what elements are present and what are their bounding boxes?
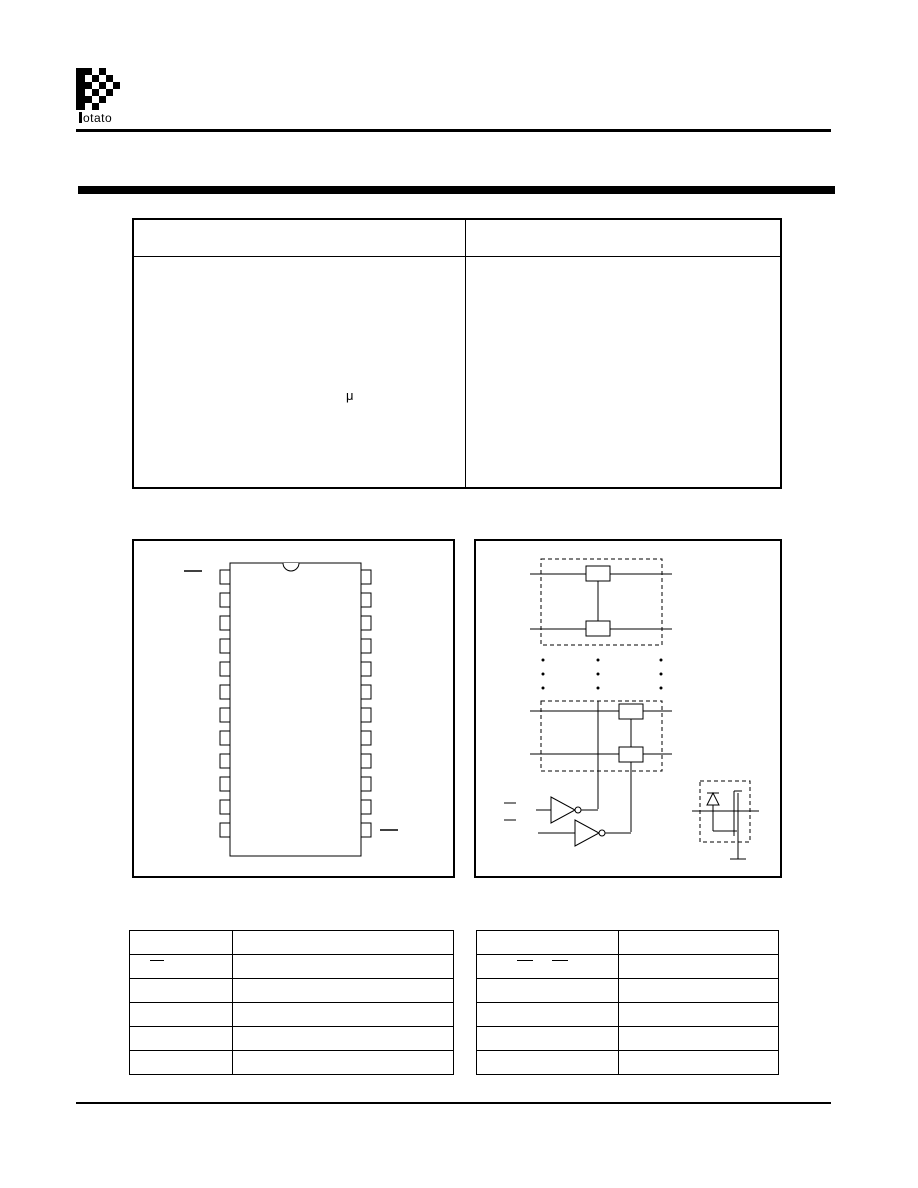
pin-description-table	[129, 930, 454, 1075]
logo-text: otato	[83, 111, 113, 125]
right-pin	[361, 685, 371, 699]
table-cell	[477, 955, 619, 979]
left-pin	[220, 593, 230, 607]
table-cell	[618, 1051, 778, 1075]
right-pin	[361, 662, 371, 676]
footer-rule	[76, 1102, 831, 1104]
right-pin	[361, 754, 371, 768]
truth-table-overbar-2	[552, 960, 568, 961]
left-pin	[220, 708, 230, 722]
right-pins	[361, 570, 371, 837]
table-row	[477, 1003, 779, 1027]
features-table	[132, 218, 782, 489]
logo-wordmark	[79, 111, 112, 125]
right-pin	[361, 639, 371, 653]
micro-symbol: μ	[346, 388, 354, 403]
table-cell	[477, 1027, 619, 1051]
truth-table-overbar-1	[517, 960, 533, 961]
table-row	[477, 955, 779, 979]
table-cell	[130, 979, 233, 1003]
left-pin	[220, 685, 230, 699]
table-cell	[618, 931, 778, 955]
table-cell	[233, 979, 454, 1003]
right-pin	[361, 570, 371, 584]
table-row	[130, 931, 454, 955]
block-diagram	[476, 541, 780, 876]
table-cell	[233, 931, 454, 955]
table-cell	[477, 931, 619, 955]
table-row	[130, 955, 454, 979]
table-row	[477, 1051, 779, 1075]
table-row	[477, 979, 779, 1003]
block-diagram-panel	[474, 539, 782, 878]
table-row	[130, 1051, 454, 1075]
title-bar-rule	[78, 186, 835, 194]
table-cell	[130, 955, 233, 979]
left-pin	[220, 754, 230, 768]
left-pin	[220, 616, 230, 630]
table-cell	[618, 1003, 778, 1027]
table-cell	[477, 1003, 619, 1027]
left-pin	[220, 731, 230, 745]
right-pin	[361, 593, 371, 607]
table-row	[130, 979, 454, 1003]
table-cell	[233, 1051, 454, 1075]
pin-table-overbar	[150, 960, 164, 961]
table-cell	[618, 979, 778, 1003]
table-cell	[618, 955, 778, 979]
left-pin	[220, 662, 230, 676]
left-pin	[220, 823, 230, 837]
right-pin	[361, 708, 371, 722]
right-pin	[361, 823, 371, 837]
left-pin	[220, 570, 230, 584]
logo-initial-bar	[79, 112, 82, 123]
table-cell	[233, 1027, 454, 1051]
table-row	[477, 931, 779, 955]
right-pin	[361, 777, 371, 791]
table-cell	[130, 1003, 233, 1027]
pin-configuration-panel	[132, 539, 455, 878]
table-cell	[618, 1027, 778, 1051]
table-cell	[233, 955, 454, 979]
table-cell	[477, 1051, 619, 1075]
left-pin	[220, 800, 230, 814]
table-row	[477, 1027, 779, 1051]
right-pin	[361, 800, 371, 814]
right-pin	[361, 731, 371, 745]
header-rule	[76, 129, 831, 132]
table-cell	[130, 1051, 233, 1075]
pin-diagram	[134, 541, 453, 876]
table-cell	[130, 931, 233, 955]
table-cell	[233, 1003, 454, 1027]
table-cell	[477, 979, 619, 1003]
table-cell	[130, 1027, 233, 1051]
table-row	[130, 1003, 454, 1027]
left-pin	[220, 639, 230, 653]
truth-table	[476, 930, 779, 1075]
left-pins	[220, 570, 230, 837]
left-pin	[220, 777, 230, 791]
features-header-divider	[134, 256, 780, 257]
right-pin	[361, 616, 371, 630]
table-row	[130, 1027, 454, 1051]
features-column-divider	[465, 220, 466, 487]
